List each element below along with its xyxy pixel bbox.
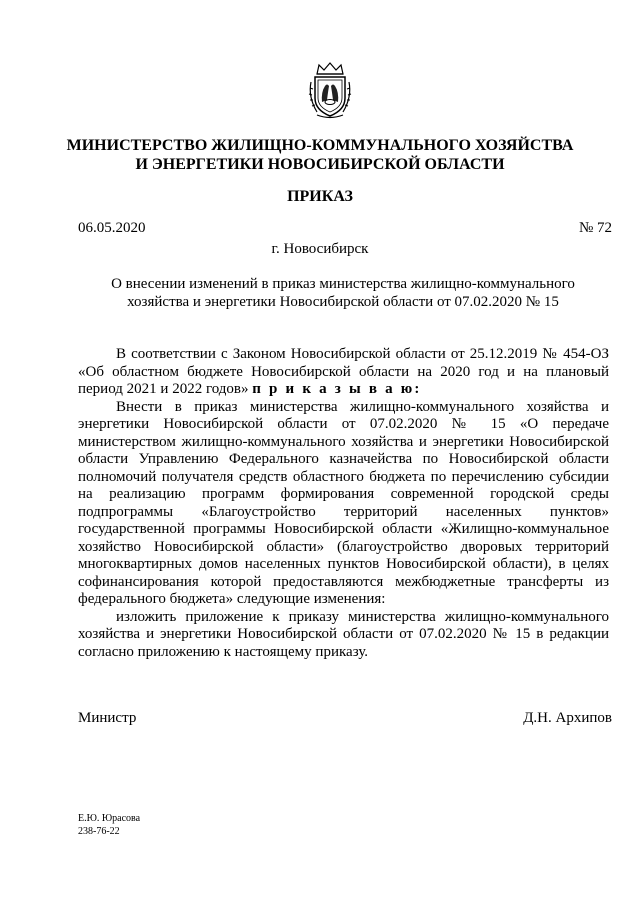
- document-body: [78, 346, 609, 661]
- preamble-text: В соответствии с Законом Новосибирской области от 25.12.2019 № 454-ОЗ «Об областном бюджете Новосибирской области на 2020 год и на плановый период 2021 и 2022 годов»: [78, 346, 609, 397]
- document-subject: [78, 275, 608, 311]
- document-number: № 72: [578, 220, 612, 236]
- document-type-title: ПРИКАЗ: [287, 188, 353, 205]
- executor-phone: 238-76-22: [78, 826, 120, 837]
- coat-of-arms-emblem: [305, 62, 355, 120]
- ministry-name-line-2: И ЭНЕРГЕТИКИ НОВОСИБИРСКОЙ ОБЛАСТИ: [135, 156, 505, 173]
- ministry-name-line-1: МИНИСТЕРСТВО ЖИЛИЩНО-КОММУНАЛЬНОГО ХОЗЯЙСТВА: [66, 137, 574, 154]
- signature-position: Министр: [78, 710, 137, 726]
- amendment-paragraph: Внести в приказ министерства жилищно-коммунального хозяйства и энергетики Новосибирской области от 07.02.2020 № 15 «О передаче министерством жилищно-коммунального хозяйства и энергетики Новосибирской области Управлению Федерального казначейства по Новосибирской области полномочий получателя средств областного бюджета по перечислению субсидии на реализацию программ формирования современной городской среды подпрограммы «Благоустройство территорий населенных пунктов» государственной программы Новосибирской области «Жилищно-коммунальное хозяйство Новосибирской области» (благоустройство дворовых территорий многоквартирных домов населенных пунктов Новосибирской области), в целях софинансирования которой предоставляются межбюджетные трансферты из федерального бюджета» следующие изменения:: [78, 398, 609, 607]
- subject-line-2: хозяйства и энергетики Новосибирской области от 07.02.2020 № 15: [127, 294, 559, 310]
- document-city: г. Новосибирск: [271, 241, 369, 257]
- order-word: п р и к а з ы в а ю:: [252, 381, 422, 397]
- executor-info: [78, 812, 140, 838]
- executor-name: Е.Ю. Юрасова: [78, 813, 141, 824]
- preamble-paragraph: [78, 346, 609, 399]
- ministry-name: [0, 136, 640, 174]
- subject-line-1: О внесении изменений в приказ министерства жилищно-коммунального: [111, 276, 575, 292]
- document-date: 06.05.2020: [78, 220, 146, 236]
- change-paragraph: изложить приложение к приказу министерства жилищно-коммунального хозяйства и энергетики Новосибирской области от 07.02.2020 № 15 в редакции согласно приложению к настоящему приказу.: [78, 608, 609, 660]
- signature-name: Д.Н. Архипов: [523, 710, 612, 726]
